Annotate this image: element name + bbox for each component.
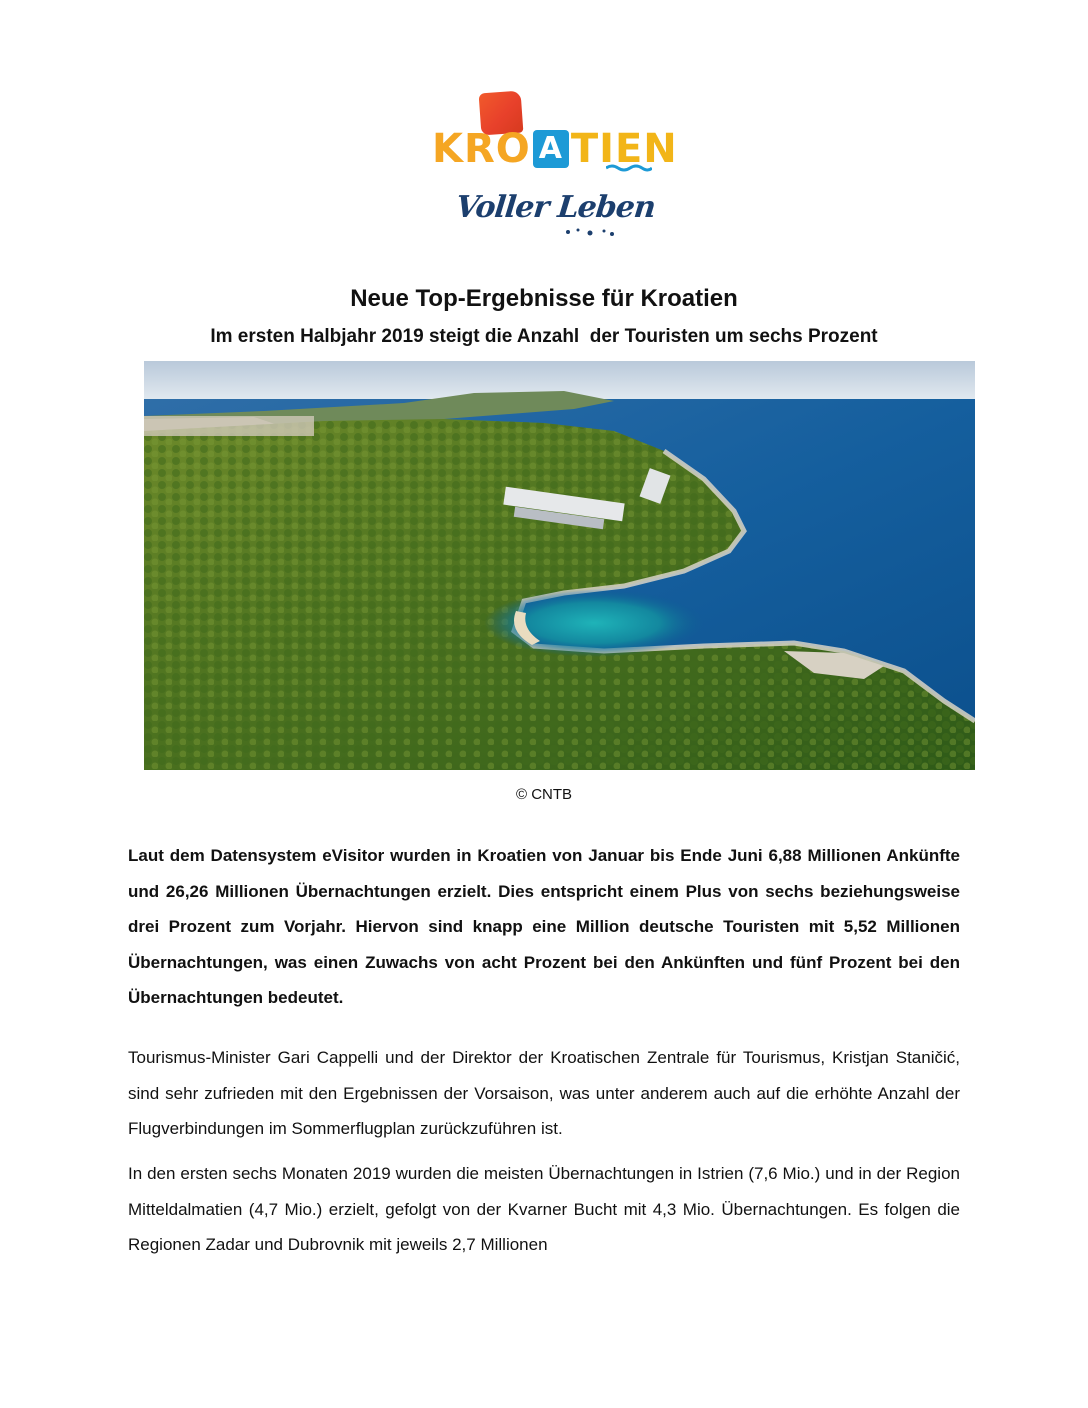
body-paragraph-2: Tourismus-Minister Gari Cappelli und der Direktor der Kroatischen Zentrale für Tourismus, Kristjan Staničić, sind sehr zufrieden mit den Ergebnissen der Vorsaison, was unter anderem auch auf die erhöhte Anzahl der Flugverbindungen im Sommerflugplan zurückzuführen ist. bbox=[128, 1048, 960, 1139]
aerial-coast-photo bbox=[144, 361, 975, 770]
logo bbox=[0, 86, 1088, 246]
body-paragraph-3: In den ersten sechs Monaten 2019 wurden die meisten Übernachtungen in Istrien (7,6 Mio.) und in der Region Mitteldalmatien (4,7 Mio.) erzielt, gefolgt von der Kvarner Bucht mit 4,3 Mio. Übernachtungen. Es folgen die Regionen Zadar und Dubrovnik mit jeweils 2,7 Millionen bbox=[128, 1164, 960, 1255]
logo-word-part-2: A bbox=[533, 130, 569, 168]
aerial-photo-illustration bbox=[144, 361, 975, 770]
splash-icon bbox=[560, 226, 620, 238]
lead-paragraph: Laut dem Datensystem eVisitor wurden in Kroatien von Januar bis Ende Juni 6,88 Millionen Ankünfte und 26,26 Millionen Übernachtungen erzielt. Dies entspricht einem Plus von sechs beziehungsweise drei Prozent zum Vorjahr. Hiervon sind knapp eine Million deutsche Touristen mit 5,52 Millionen Übernachtungen, was einen Zuwachs von acht Prozent bei den Ankünften und fünf Prozent bei den Übernachtungen bedeutet. bbox=[128, 846, 960, 1008]
page-title: Neue Top-Ergebnisse für Kroatien bbox=[350, 285, 738, 312]
logo-slogan: Voller Leben bbox=[454, 190, 657, 225]
logo-word-part-1: KRO bbox=[432, 126, 531, 172]
page-subtitle: Im ersten Halbjahr 2019 steigt die Anzahl der Touristen um sechs Prozent bbox=[210, 326, 878, 347]
photo-credit: © CNTB bbox=[515, 786, 573, 803]
wave-icon bbox=[606, 164, 652, 172]
logo-word-part-3: TIEN bbox=[570, 126, 678, 172]
